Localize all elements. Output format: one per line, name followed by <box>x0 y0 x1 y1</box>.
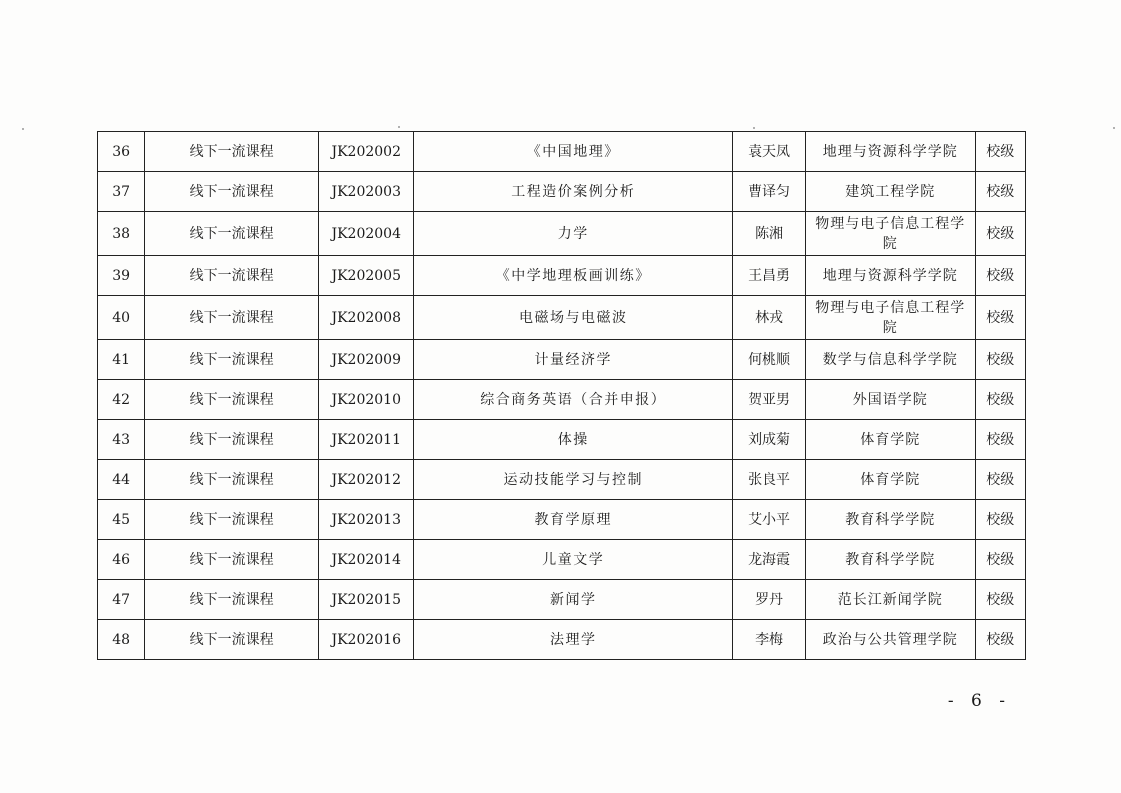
course-code: JK202011 <box>319 420 414 460</box>
course-code: JK202002 <box>319 132 414 172</box>
table-row <box>98 256 1026 296</box>
table-body <box>98 132 1026 660</box>
course-college: 物理与电子信息工程学院 <box>806 296 976 340</box>
course-college: 体育学院 <box>806 460 976 500</box>
course-lead: 龙海霞 <box>733 540 806 580</box>
course-type: 线下一流课程 <box>145 172 319 212</box>
course-name: 教育学原理 <box>414 500 733 540</box>
table-row <box>98 132 1026 172</box>
course-name: 法理学 <box>414 620 733 660</box>
course-code: JK202015 <box>319 580 414 620</box>
row-number: 41 <box>98 340 145 380</box>
table-row <box>98 380 1026 420</box>
row-number: 45 <box>98 500 145 540</box>
course-level: 校级 <box>975 580 1025 620</box>
table-row <box>98 172 1026 212</box>
course-college: 外国语学院 <box>806 380 976 420</box>
course-lead: 贺亚男 <box>733 380 806 420</box>
course-name: 电磁场与电磁波 <box>414 296 733 340</box>
course-level: 校级 <box>975 420 1025 460</box>
course-level: 校级 <box>975 620 1025 660</box>
scan-speck <box>398 126 400 128</box>
course-name: 《中国地理》 <box>414 132 733 172</box>
course-level: 校级 <box>975 132 1025 172</box>
course-level: 校级 <box>975 500 1025 540</box>
table-row <box>98 580 1026 620</box>
course-college: 地理与资源科学学院 <box>806 256 976 296</box>
row-number: 46 <box>98 540 145 580</box>
course-level: 校级 <box>975 172 1025 212</box>
course-college: 教育科学学院 <box>806 540 976 580</box>
course-name: 综合商务英语（合并申报） <box>414 380 733 420</box>
course-name: 儿童文学 <box>414 540 733 580</box>
page-number: - 6 - <box>947 691 1011 711</box>
table-row <box>98 340 1026 380</box>
course-name: 工程造价案例分析 <box>414 172 733 212</box>
course-college: 教育科学学院 <box>806 500 976 540</box>
course-name: 新闻学 <box>414 580 733 620</box>
course-college: 政治与公共管理学院 <box>806 620 976 660</box>
course-code: JK202012 <box>319 460 414 500</box>
course-type: 线下一流课程 <box>145 580 319 620</box>
scan-speck <box>22 128 24 130</box>
course-type: 线下一流课程 <box>145 380 319 420</box>
course-college: 范长江新闻学院 <box>806 580 976 620</box>
course-code: JK202009 <box>319 340 414 380</box>
course-lead: 何桃顺 <box>733 340 806 380</box>
row-number: 44 <box>98 460 145 500</box>
scan-speck <box>753 127 755 129</box>
course-lead: 曹译匀 <box>733 172 806 212</box>
course-level: 校级 <box>975 340 1025 380</box>
row-number: 36 <box>98 132 145 172</box>
course-college: 物理与电子信息工程学院 <box>806 212 976 256</box>
course-type: 线下一流课程 <box>145 132 319 172</box>
table-row <box>98 620 1026 660</box>
course-lead: 刘成菊 <box>733 420 806 460</box>
course-type: 线下一流课程 <box>145 256 319 296</box>
course-code: JK202004 <box>319 212 414 256</box>
course-college: 地理与资源科学学院 <box>806 132 976 172</box>
course-type: 线下一流课程 <box>145 340 319 380</box>
course-college: 数学与信息科学学院 <box>806 340 976 380</box>
course-code: JK202008 <box>319 296 414 340</box>
course-type: 线下一流课程 <box>145 212 319 256</box>
course-type: 线下一流课程 <box>145 540 319 580</box>
row-number: 37 <box>98 172 145 212</box>
row-number: 40 <box>98 296 145 340</box>
course-table <box>97 131 1026 660</box>
course-code: JK202014 <box>319 540 414 580</box>
course-level: 校级 <box>975 296 1025 340</box>
course-type: 线下一流课程 <box>145 420 319 460</box>
course-lead: 林戎 <box>733 296 806 340</box>
scan-speck <box>1113 127 1115 129</box>
course-name: 运动技能学习与控制 <box>414 460 733 500</box>
table-row <box>98 500 1026 540</box>
course-code: JK202010 <box>319 380 414 420</box>
course-lead: 张良平 <box>733 460 806 500</box>
course-lead: 李梅 <box>733 620 806 660</box>
table-row <box>98 460 1026 500</box>
course-lead: 罗丹 <box>733 580 806 620</box>
course-name: 计量经济学 <box>414 340 733 380</box>
course-name: 《中学地理板画训练》 <box>414 256 733 296</box>
course-college: 建筑工程学院 <box>806 172 976 212</box>
course-college: 体育学院 <box>806 420 976 460</box>
row-number: 43 <box>98 420 145 460</box>
course-lead: 艾小平 <box>733 500 806 540</box>
table-row <box>98 540 1026 580</box>
course-name: 体操 <box>414 420 733 460</box>
course-lead: 袁天凤 <box>733 132 806 172</box>
row-number: 42 <box>98 380 145 420</box>
table-row <box>98 420 1026 460</box>
course-type: 线下一流课程 <box>145 620 319 660</box>
course-name: 力学 <box>414 212 733 256</box>
row-number: 48 <box>98 620 145 660</box>
row-number: 47 <box>98 580 145 620</box>
course-level: 校级 <box>975 380 1025 420</box>
course-type: 线下一流课程 <box>145 500 319 540</box>
course-lead: 王昌勇 <box>733 256 806 296</box>
course-code: JK202013 <box>319 500 414 540</box>
course-level: 校级 <box>975 460 1025 500</box>
row-number: 39 <box>98 256 145 296</box>
row-number: 38 <box>98 212 145 256</box>
table-row <box>98 212 1026 256</box>
course-level: 校级 <box>975 212 1025 256</box>
course-type: 线下一流课程 <box>145 296 319 340</box>
course-code: JK202003 <box>319 172 414 212</box>
course-code: JK202016 <box>319 620 414 660</box>
course-level: 校级 <box>975 256 1025 296</box>
course-level: 校级 <box>975 540 1025 580</box>
course-code: JK202005 <box>319 256 414 296</box>
course-type: 线下一流课程 <box>145 460 319 500</box>
table-row <box>98 296 1026 340</box>
course-lead: 陈湘 <box>733 212 806 256</box>
